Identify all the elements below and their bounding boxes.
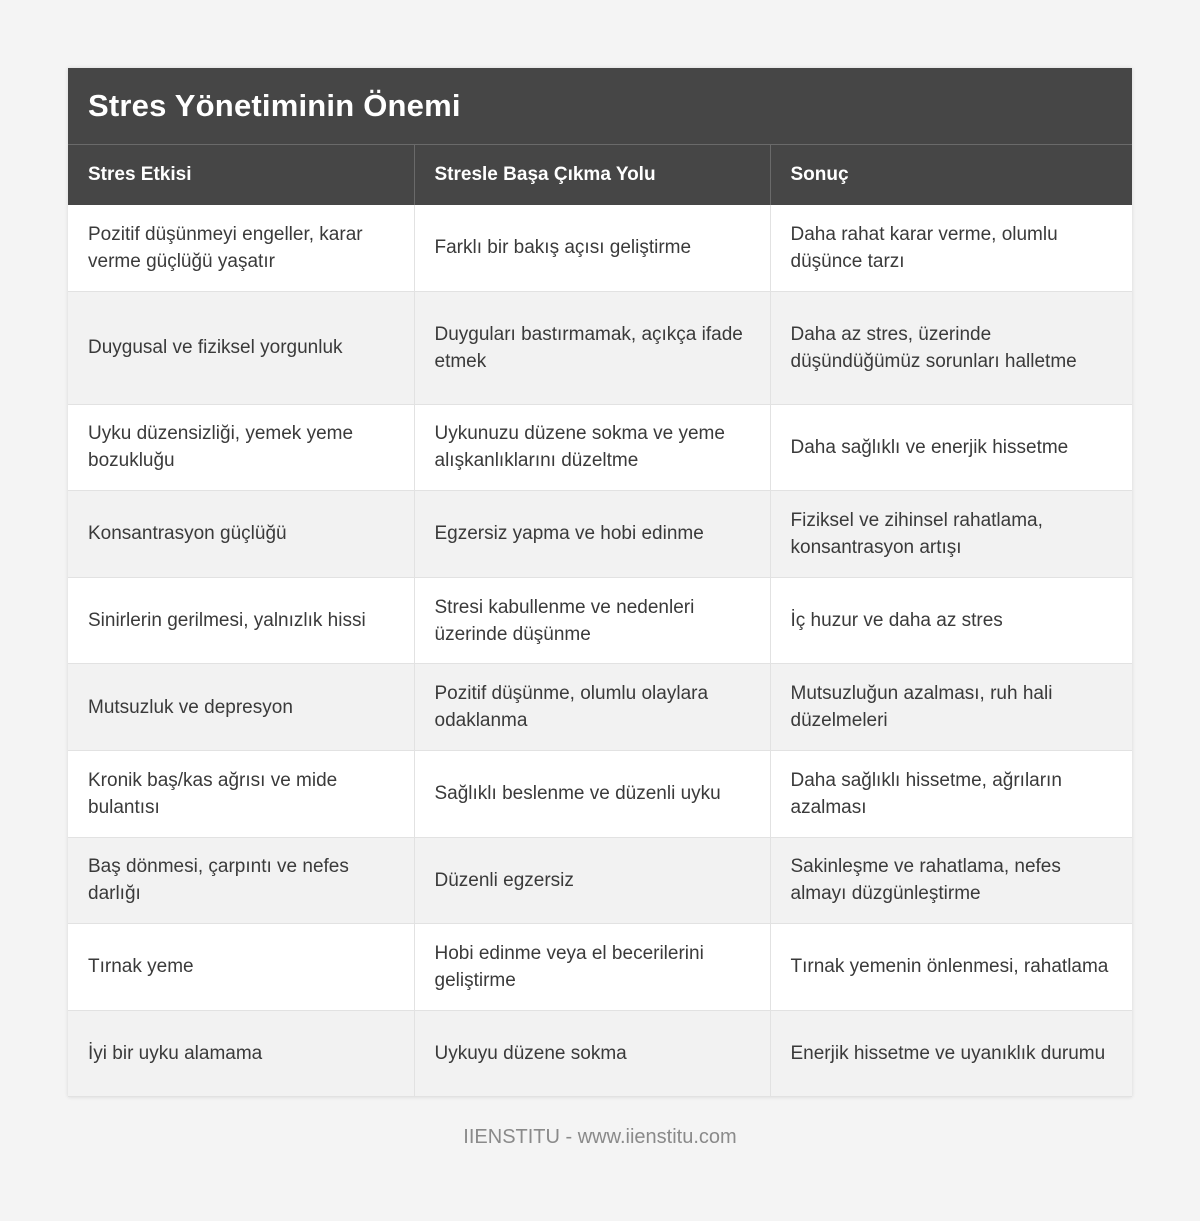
table-row [68,577,1132,664]
cell-result: Tırnak yemenin önlenmesi, rahatlama [770,924,1132,1011]
table-card [68,68,1132,1097]
cell-result: Sakinleşme ve rahatlama, nefes almayı düzgünleştirme [770,837,1132,924]
stress-table [68,144,1132,1097]
cell-coping-method: Sağlıklı beslenme ve düzenli uyku [414,750,770,837]
cell-stress-effect: Pozitif düşünmeyi engeller, karar verme güçlüğü yaşatır [68,205,414,292]
table-row [68,404,1132,491]
table-row [68,205,1132,292]
cell-stress-effect: Baş dönmesi, çarpıntı ve nefes darlığı [68,837,414,924]
footer-credit: IIENSTITU - www.iienstitu.com [463,1126,737,1148]
table-title: Stres Yönetiminin Önemi [88,88,461,123]
cell-stress-effect: Tırnak yeme [68,924,414,1011]
cell-stress-effect: Mutsuzluk ve depresyon [68,664,414,751]
cell-result: Daha sağlıklı hissetme, ağrıların azalması [770,750,1132,837]
column-header-stress-effect: Stres Etkisi [68,145,414,205]
table-row [68,750,1132,837]
table-row [68,291,1132,404]
column-header-result: Sonuç [770,145,1132,205]
cell-coping-method: Uykuyu düzene sokma [414,1010,770,1097]
cell-stress-effect: Konsantrasyon güçlüğü [68,491,414,578]
cell-coping-method: Pozitif düşünme, olumlu olaylara odaklanma [414,664,770,751]
cell-result: Daha rahat karar verme, olumlu düşünce tarzı [770,205,1132,292]
cell-coping-method: Düzenli egzersiz [414,837,770,924]
cell-result: Enerjik hissetme ve uyanıklık durumu [770,1010,1132,1097]
cell-result: Fiziksel ve zihinsel rahatlama, konsantrasyon artışı [770,491,1132,578]
table-row [68,491,1132,578]
table-row [68,924,1132,1011]
cell-coping-method: Uykunuzu düzene sokma ve yeme alışkanlıklarını düzeltme [414,404,770,491]
cell-result: Mutsuzluğun azalması, ruh hali düzelmeleri [770,664,1132,751]
cell-stress-effect: Duygusal ve fiziksel yorgunluk [68,291,414,404]
cell-coping-method: Farklı bir bakış açısı geliştirme [414,205,770,292]
cell-coping-method: Egzersiz yapma ve hobi edinme [414,491,770,578]
table-row [68,1010,1132,1097]
header-row [68,145,1132,205]
cell-stress-effect: Uyku düzensizliği, yemek yeme bozukluğu [68,404,414,491]
cell-result: İç huzur ve daha az stres [770,577,1132,664]
cell-coping-method: Hobi edinme veya el becerilerini geliştirme [414,924,770,1011]
table-row [68,837,1132,924]
cell-coping-method: Stresi kabullenme ve nedenleri üzerinde düşünme [414,577,770,664]
table-row [68,664,1132,751]
cell-stress-effect: İyi bir uyku alamama [68,1010,414,1097]
cell-coping-method: Duyguları bastırmamak, açıkça ifade etmek [414,291,770,404]
cell-stress-effect: Kronik baş/kas ağrısı ve mide bulantısı [68,750,414,837]
title-bar [68,68,1132,144]
cell-stress-effect: Sinirlerin gerilmesi, yalnızlık hissi [68,577,414,664]
column-header-coping-method: Stresle Başa Çıkma Yolu [414,145,770,205]
cell-result: Daha az stres, üzerinde düşündüğümüz sorunları halletme [770,291,1132,404]
cell-result: Daha sağlıklı ve enerjik hissetme [770,404,1132,491]
